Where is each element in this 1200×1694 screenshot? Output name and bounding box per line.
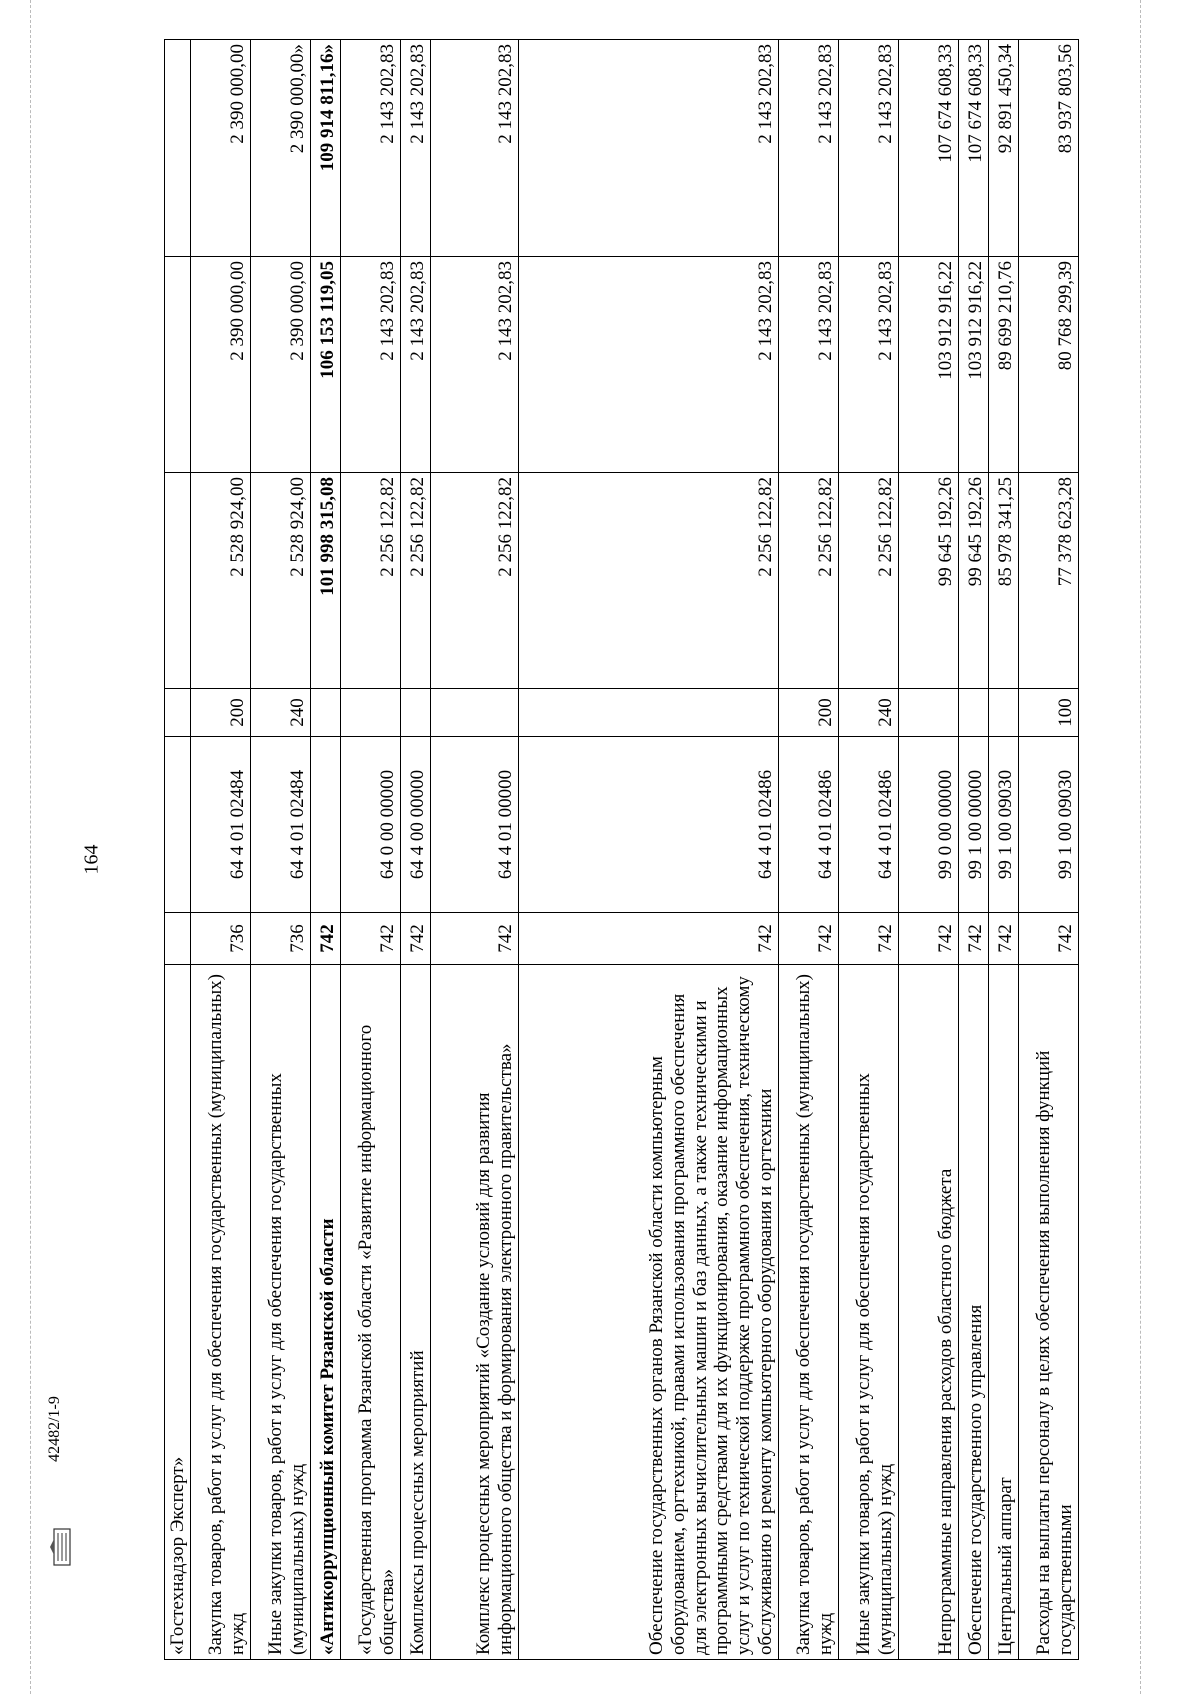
table-row [341,40,401,1660]
expense-type-code: 240 [251,689,311,737]
amount-year-1: 77 378 623,28 [1019,473,1079,689]
table-row [899,40,959,1660]
grbs-code: 742 [839,913,899,965]
target-article-code: 64 0 00 00000 [341,737,401,913]
grbs-code: 736 [251,913,311,965]
amount-year-1: 101 998 315,08 [311,473,341,689]
expense-type-code: 240 [839,689,899,737]
amount-year-3: 2 143 202,83 [779,40,839,257]
expense-type-code: 100 [1019,689,1079,737]
grbs-code: 736 [191,913,251,965]
amount-year-1: 2 256 122,82 [519,473,779,689]
document-code: 42482/1-9 [46,1396,63,1462]
table-row [779,40,839,1660]
row-name: Обеспечение государственного управления [959,965,989,1660]
grbs-code: 742 [989,913,1019,965]
grbs-code: 742 [779,913,839,965]
rotated-page-content [164,40,1077,1660]
amount-year-2: 2 390 000,00 [191,257,251,473]
grbs-code [165,913,191,965]
table-row [839,40,899,1660]
target-article-code: 64 4 01 02486 [779,737,839,913]
table-row [431,40,519,1660]
row-name: Закупка товаров, работ и услуг для обеспечения государственных (муниципальных) нужд [191,965,251,1660]
grbs-code: 742 [431,913,519,965]
row-name: Иные закупки товаров, работ и услуг для обеспечения государственных (муниципальных) нужд [251,965,311,1660]
target-article-code [311,737,341,913]
amount-year-1 [165,473,191,689]
budget-table [164,39,1079,1660]
page-number: 164 [80,844,103,875]
target-article-code: 64 4 00 00000 [401,737,431,913]
amount-year-2: 2 390 000,00 [251,257,311,473]
amount-year-1: 85 978 341,25 [989,473,1019,689]
expense-type-code [989,689,1019,737]
table-row [519,40,779,1660]
row-name: «Гостехнадзор Эксперт» [165,965,191,1660]
row-name: Непрограммные направления расходов областного бюджета [899,965,959,1660]
amount-year-2: 80 768 299,39 [1019,257,1079,473]
grbs-code: 742 [311,913,341,965]
expense-type-code: 200 [191,689,251,737]
target-article-code: 64 4 01 02486 [519,737,779,913]
target-article-code: 99 1 00 00000 [959,737,989,913]
target-article-code: 64 4 01 02484 [251,737,311,913]
amount-year-2: 2 143 202,83 [519,257,779,473]
table-row [191,40,251,1660]
amount-year-1: 2 528 924,00 [251,473,311,689]
amount-year-3 [165,40,191,257]
expense-type-code [311,689,341,737]
amount-year-3: 107 674 608,33 [899,40,959,257]
seal-icon [48,1525,76,1569]
target-article-code: 64 4 01 02484 [191,737,251,913]
amount-year-3: 107 674 608,33 [959,40,989,257]
amount-year-2: 2 143 202,83 [341,257,401,473]
table-row [959,40,989,1660]
row-name: Комплексы процессных мероприятий [401,965,431,1660]
expense-type-code [431,689,519,737]
target-article-code: 64 4 01 02486 [839,737,899,913]
amount-year-1: 2 256 122,82 [779,473,839,689]
amount-year-3: 2 390 000,00» [251,40,311,257]
grbs-code: 742 [899,913,959,965]
target-article-code: 99 1 00 09030 [1019,737,1079,913]
expense-type-code [165,689,191,737]
amount-year-3: 83 937 803,56 [1019,40,1079,257]
amount-year-2: 89 699 210,76 [989,257,1019,473]
amount-year-2: 2 143 202,83 [431,257,519,473]
amount-year-1: 99 645 192,26 [899,473,959,689]
amount-year-1: 99 645 192,26 [959,473,989,689]
expense-type-code [401,689,431,737]
amount-year-2: 103 912 916,22 [959,257,989,473]
amount-year-3: 2 143 202,83 [341,40,401,257]
grbs-code: 742 [341,913,401,965]
amount-year-1: 2 528 924,00 [191,473,251,689]
grbs-code: 742 [1019,913,1079,965]
amount-year-1: 2 256 122,82 [431,473,519,689]
amount-year-1: 2 256 122,82 [341,473,401,689]
amount-year-2: 103 912 916,22 [899,257,959,473]
grbs-code: 742 [519,913,779,965]
table-row [989,40,1019,1660]
row-name: Закупка товаров, работ и услуг для обеспечения государственных (муниципальных) нужд [779,965,839,1660]
amount-year-3: 2 143 202,83 [839,40,899,257]
expense-type-code [519,689,779,737]
row-name: «Государственная программа Рязанской области «Развитие информационного общества» [341,965,401,1660]
amount-year-3: 2 143 202,83 [519,40,779,257]
expense-type-code [959,689,989,737]
expense-type-code [341,689,401,737]
amount-year-2: 2 143 202,83 [839,257,899,473]
table-row [251,40,311,1660]
amount-year-2: 106 153 119,05 [311,257,341,473]
target-article-code: 99 1 00 09030 [989,737,1019,913]
row-name: «Антикоррупционный комитет Рязанской области [311,965,341,1660]
row-name: Центральный аппарат [989,965,1019,1660]
row-name: Комплекс процессных мероприятий «Создание условий для развития информационного общества и формирования электронного правительства» [431,965,519,1660]
amount-year-2 [165,257,191,473]
amount-year-3: 109 914 811,16» [311,40,341,257]
amount-year-2: 2 143 202,83 [401,257,431,473]
grbs-code: 742 [401,913,431,965]
target-article-code: 64 4 01 00000 [431,737,519,913]
amount-year-1: 2 256 122,82 [401,473,431,689]
amount-year-3: 92 891 450,34 [989,40,1019,257]
amount-year-2: 2 143 202,83 [779,257,839,473]
row-name: Иные закупки товаров, работ и услуг для обеспечения государственных (муниципальных) нужд [839,965,899,1660]
expense-type-code: 200 [779,689,839,737]
amount-year-1: 2 256 122,82 [839,473,899,689]
amount-year-3: 2 143 202,83 [401,40,431,257]
grbs-code: 742 [959,913,989,965]
row-name: Расходы на выплаты персоналу в целях обеспечения выполнения функций государственными [1019,965,1079,1660]
table-row [401,40,431,1660]
table-row [311,40,341,1660]
target-article-code [165,737,191,913]
table-row [165,40,191,1660]
amount-year-3: 2 143 202,83 [431,40,519,257]
expense-type-code [899,689,959,737]
target-article-code: 99 0 00 00000 [899,737,959,913]
row-name: Обеспечение государственных органов Рязанской области компьютерным оборудованием, оргтехникой, правами использования программного обеспечения для электронных вычислительных машин и баз данных, а также техническими и программными средствами для их функционирования, оказание информационных услуг и услуг по технической поддержке программного обеспечения, техническому обслуживанию и ремонту компьютерного оборудования и оргтехники [519,965,779,1660]
amount-year-3: 2 390 000,00 [191,40,251,257]
table-row [1019,40,1079,1660]
